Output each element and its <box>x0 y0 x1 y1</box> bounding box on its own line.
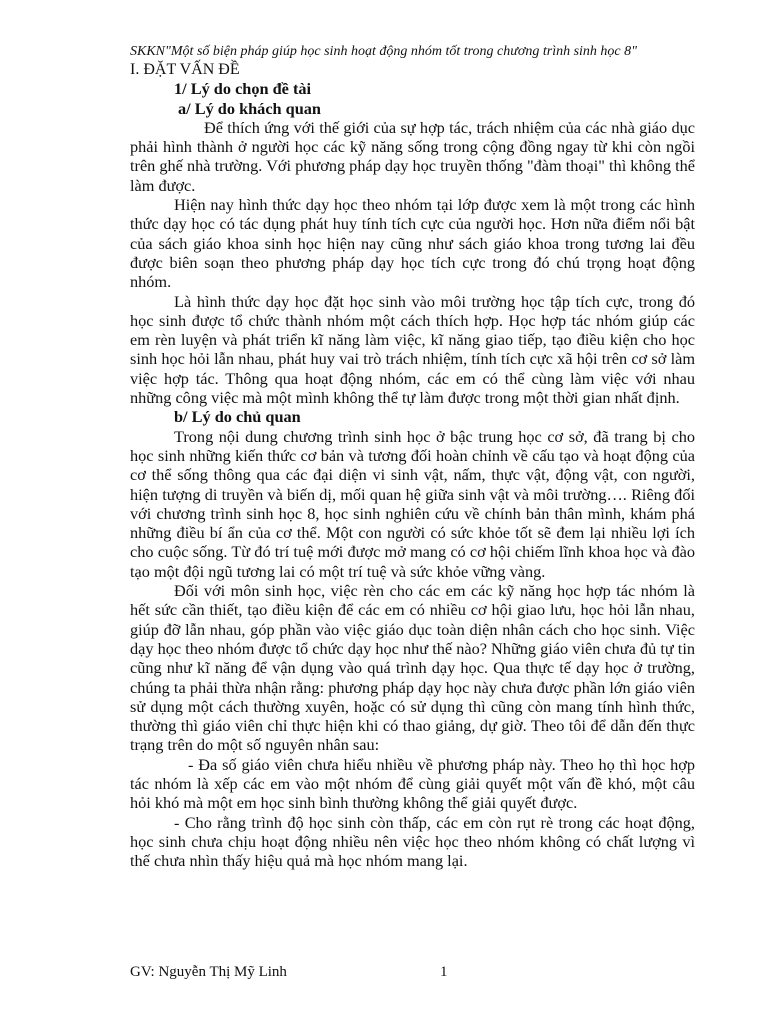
document-body <box>130 60 695 870</box>
paragraph-1: Để thích ứng với thế giới của sự hợp tác, trách nhiệm của các nhà giáo dục phải hình thành ở người học các kỹ năng sống trong cộng đồng ngay từ khi còn ngồi trên ghế nhà trường. Với phương pháp dạy học truyền thống "đàm thoại" thì không thể làm được. <box>130 117 695 195</box>
paragraph-2: Hiện nay hình thức dạy học theo nhóm tại lớp được xem là một trong các hình thức dạy học có tác dụng phát huy tính tích cực của người học. Hơn nữa điểm nổi bật của sách giáo khoa sinh học hiện nay cũng như sách giáo khoa trong tương lai đều được biên soạn theo phương pháp dạy học tích cực trong đó chú trọng hoạt động nhóm. <box>130 195 695 292</box>
subsection-a-title: a/ Lý do khách quan <box>178 98 321 118</box>
paragraph-5: Đối với môn sinh học, việc rèn cho các em các kỹ năng học hợp tác nhóm là hết sức cần thiết, tạo điều kiện để các em có nhiều cơ hội giao lưu, học hỏi lẫn nhau, giúp đỡ lẫn nhau, góp phần vào việc giáo dục toàn diện nhân cách cho học sinh. Việc dạy học theo nhóm được tổ chức dạy học như thế nào? Những giáo viên chưa đủ tự tin cũng như kĩ năng để vận dụng vào quá trình dạy học. Qua thực tế dạy học ở trường, chúng ta phải thừa nhận rằng: phương pháp dạy học này chưa được phần lớn giáo viên sử dụng một cách thường xuyên, hoặc có sử dụng thì cũng còn mang tính hình thức, thường thì giáo viên chỉ thực hiện khi có thao giảng, dự giờ. Theo tôi để dẫn đến thực trạng trên do một số nguyên nhân sau: <box>130 581 695 755</box>
bullet-2: - Cho rằng trình độ học sinh còn thấp, các em còn rụt rè trong các hoạt động, học sinh chưa chịu hoạt động nhiều nên việc học theo nhóm không có chất lượng vì thế chưa nhìn thấy hiệu quả mà học nhóm mang lại. <box>130 812 695 871</box>
paragraph-4: Trong nội dung chương trình sinh học ở bậc trung học cơ sở, đã trang bị cho học sinh những kiến thức cơ bản và tương đối hoàn chỉnh về cấu tạo và hoạt động của cơ thể sống thông qua các đại diện vi sinh vật, nấm, thực vật, động vật, con người, hiện tượng di truyền và biến dị, mối quan hệ giữa sinh vật và môi trường…. Riêng đối với chương trình sinh học 8, học sinh nghiên cứu về chính bản thân mình, khám phá những điều bí ẩn của cơ thể. Một con người có sức khỏe tốt sẽ đem lại nhiều lợi ích cho cuộc sống. Từ đó trí tuệ mới được mở mang có cơ hội chiếm lĩnh khoa học và đào tạo một đội ngũ tương lai có một trí tuệ và sức khỏe vững vàng. <box>130 426 695 581</box>
footer-author: GV: Nguyễn Thị Mỹ Linh <box>130 964 287 980</box>
bullet-1: - Đa số giáo viên chưa hiểu nhiều về phương pháp này. Theo họ thì học hợp tác nhóm là xếp các em vào một nhóm để cùng giải quyết một vấn đề khó, một câu hỏi khó mà một em học sinh bình thường không thể giải quyết được. <box>130 754 695 813</box>
subsection-b-title: b/ Lý do chủ quan <box>174 407 301 427</box>
page-number: 1 <box>440 964 448 980</box>
paragraph-3: Là hình thức dạy học đặt học sinh vào môi trường học tập tích cực, trong đó học sinh được tổ chức thành nhóm một cách thích hợp. Học hợp tác nhóm giúp các em rèn luyện và phát triển kĩ năng làm việc, kĩ năng giao tiếp, tạo điều kiện cho học sinh học hỏi lẫn nhau, phát huy vai trò trách nhiệm, tính tích cực xã hội trên cơ sở làm việc hợp tác. Thông qua hoạt động nhóm, các em có thể cùng làm việc với nhau những công việc mà một mình không thể tự làm được trong một thời gian nhất định. <box>130 291 695 408</box>
section-title: I. ĐẶT VẤN ĐỀ <box>130 61 240 78</box>
subsection-title: 1/ Lý do chọn đề tài <box>174 79 312 99</box>
running-header: SKKN"Một số biện pháp giúp học sinh hoạt động nhóm tốt trong chương trình sinh học 8" <box>130 44 638 59</box>
